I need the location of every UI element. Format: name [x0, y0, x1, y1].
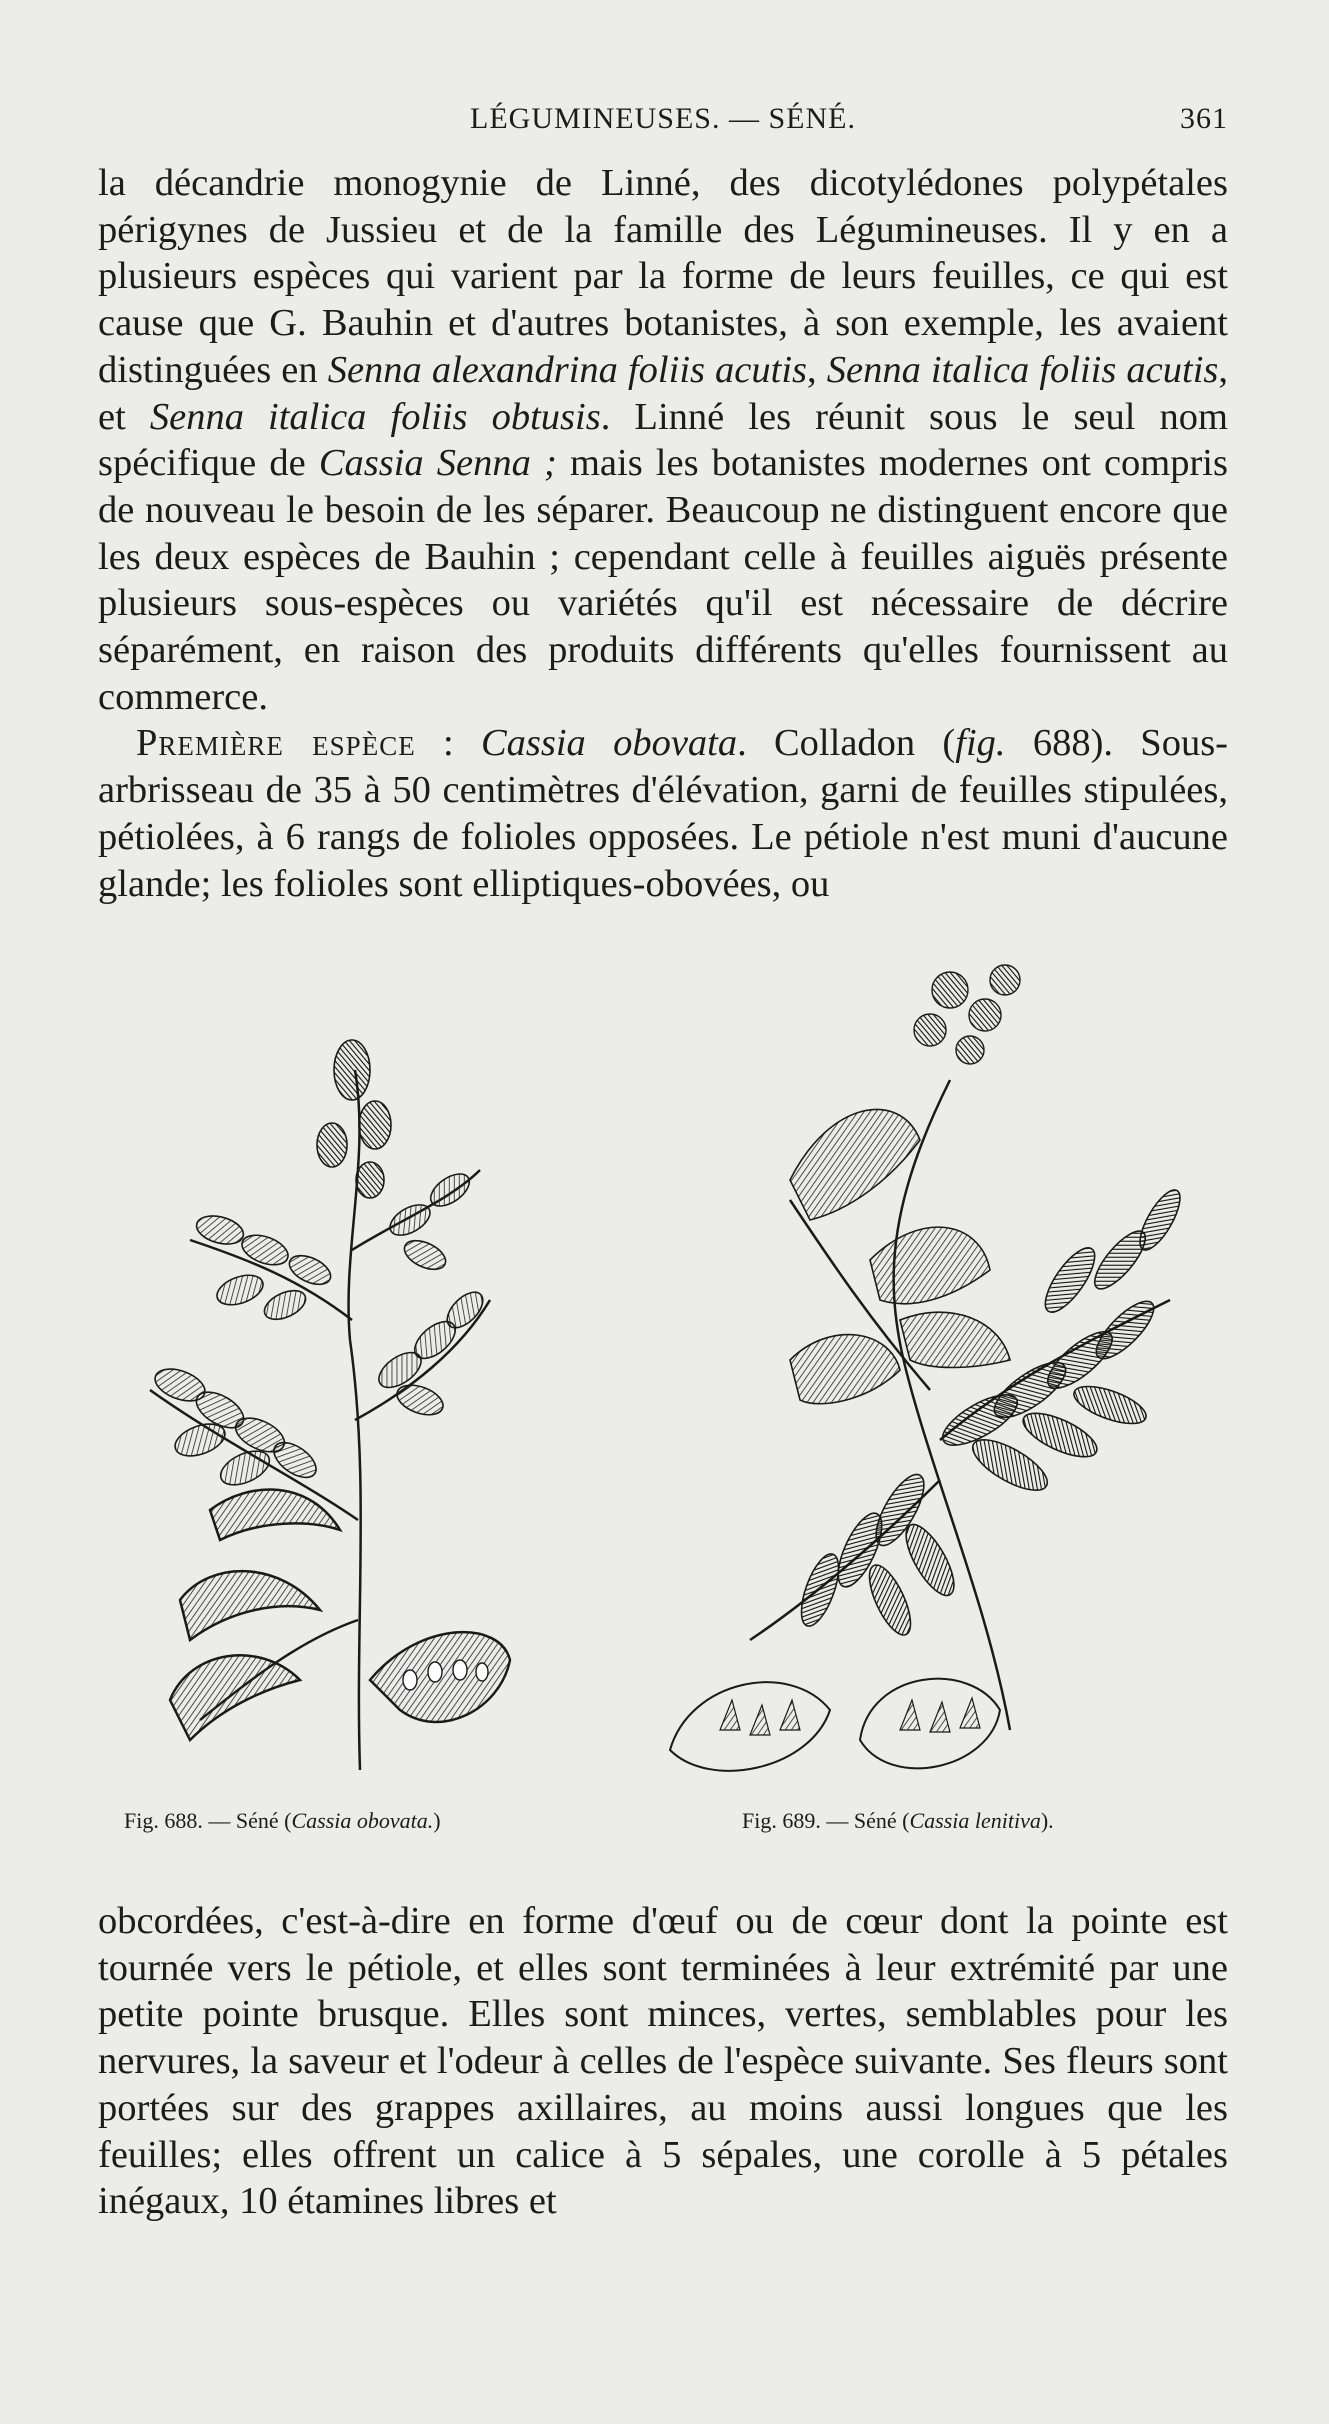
text-run: . Colladon (	[737, 722, 956, 765]
figure-689-plant	[670, 965, 1187, 1771]
italic-name: Senna italica foliis obtusis	[149, 395, 601, 438]
text-run: )	[433, 1808, 441, 1833]
figures-illustration	[70, 920, 1260, 1800]
figure-688-plant	[150, 1040, 510, 1770]
paragraph-intro	[98, 160, 1228, 720]
caption-species: Cassia obovata.	[291, 1808, 434, 1833]
text-run: 688). Sous-arbrisseau de 35 à 50 centimètres d'élévation, garni de feuilles stipulées, pétiolées, à 6 rangs de folioles opposées. Le pétiole n'est muni d'aucune glande; les folioles sont elliptiques-obovées, ou	[98, 722, 1228, 905]
italic-name: Senna italica foliis acutis	[826, 348, 1219, 391]
text-run: ).	[1040, 1808, 1054, 1833]
caption-species: Cassia lenitiva	[909, 1808, 1041, 1833]
italic-name: Cassia Senna ;	[318, 442, 557, 485]
text-run: mais les botanistes modernes ont compris de nouveau le besoin de les séparer. Beaucoup ne distinguent encore que les deux espèces de Bauhin ; cependant celle à feuilles aiguës présente plusieurs sous-espèces ou variétés qu'il est nécessaire de décrire séparément, en raison des produits différents qu'elles fournissent au commerce.	[98, 442, 1228, 718]
paragraph-continued: obcordées, c'est-à-dire en forme d'œuf ou de cœur dont la pointe est tournée vers le pétiole, et elles sont terminées à leur extrémité par une petite pointe brusque. Elles sont minces, vertes, semblables pour les nervures, la saveur et l'odeur à celles de l'espèce suivante. Ses fleurs sont portées sur des grappes axillaires, au moins aussi longues que les feuilles; elles offrent un calice à 5 sépales, une corolle à 5 pétales inégaux, 10 étamines libres et	[98, 1900, 1228, 2223]
text-run: Fig. 689. — Séné (	[742, 1808, 910, 1833]
text-run: :	[415, 722, 481, 765]
species-name: Cassia obovata	[480, 722, 738, 765]
species-label: Première espèce	[136, 722, 416, 765]
page-number: 361	[1180, 102, 1228, 135]
italic-name: Senna alexandrina foliis acutis	[327, 348, 808, 391]
text-run: la décandrie monogynie de Linné, des dicotylédones polypétales périgynes de Jussieu et de la famille des Légumineuses. Il y en a plusieurs espèces qui varient par la forme de leurs feuilles, ce qui est cause que G. Bauhin et d'autres botanistes, à son exemple, les avaient distinguées en	[98, 162, 1228, 391]
text-run: Fig. 688. — Séné (	[124, 1808, 292, 1833]
caption-fig-688	[124, 1808, 441, 1834]
body-text-top	[98, 160, 1228, 907]
text-run: , et	[98, 348, 1229, 438]
botanical-engravings	[70, 920, 1260, 1800]
fig-ref: fig.	[955, 722, 1006, 765]
text-run: ,	[807, 348, 827, 391]
text-run: . Linné les réunit sous le seul nom spécifique de	[98, 395, 1228, 485]
paragraph-species	[98, 720, 1228, 907]
running-title: LÉGUMINEUSES. — SÉNÉ.	[470, 102, 856, 135]
body-text-bottom	[98, 1898, 1228, 2225]
caption-fig-689	[742, 1808, 1054, 1834]
running-header	[98, 96, 1228, 146]
